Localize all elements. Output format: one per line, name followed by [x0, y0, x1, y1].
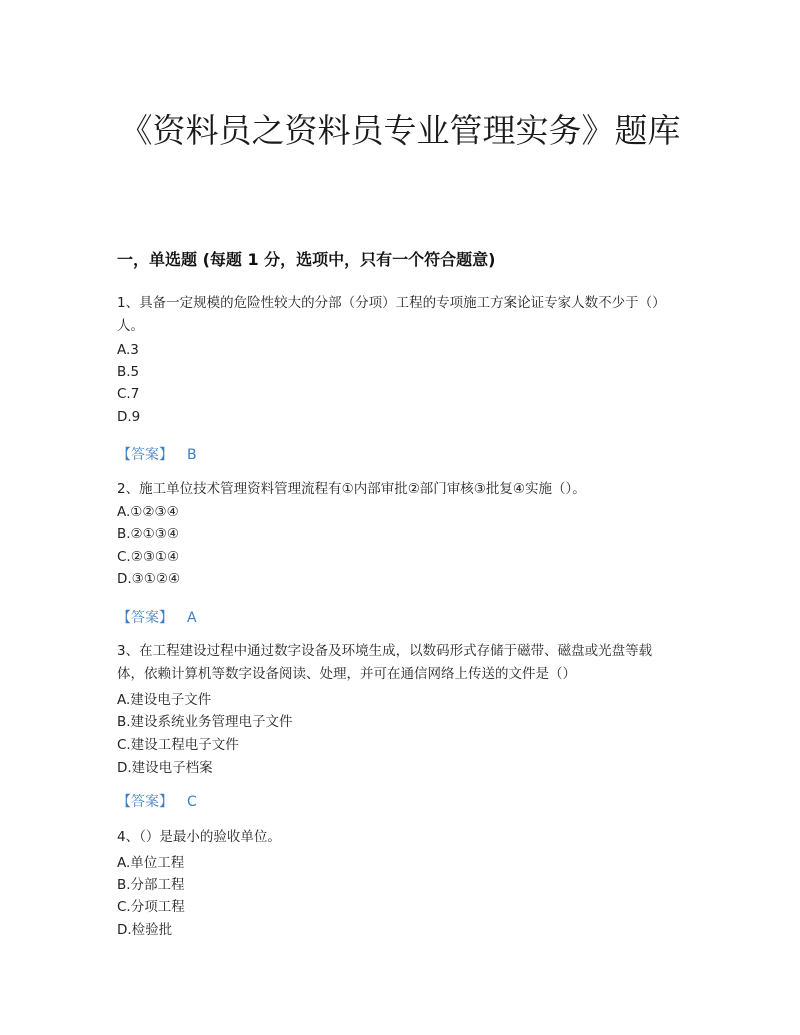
- option-c: C.分项工程: [117, 899, 185, 915]
- option-b: B.建设系统业务管理电子文件: [117, 714, 293, 730]
- answer-label: 【答案】: [117, 794, 173, 810]
- option-c: C.建设工程电子文件: [117, 737, 239, 753]
- option-a: A.①②③④: [117, 504, 179, 520]
- option-a: A.3: [117, 342, 139, 358]
- section-heading: 一，单选题 (每题 1 分，选项中，只有一个符合题意): [117, 250, 496, 269]
- answer-value: C: [187, 794, 197, 810]
- answer-value: B: [187, 447, 197, 463]
- answer-label: 【答案】: [117, 610, 173, 626]
- option-d: D.建设电子档案: [117, 760, 213, 776]
- option-b: B.5: [117, 364, 140, 380]
- document-title: 《资料员之资料员专业管理实务》题库: [119, 111, 681, 150]
- answer-line: [117, 607, 197, 627]
- option-d: D.9: [117, 409, 141, 425]
- option-b: B.分部工程: [117, 877, 185, 893]
- question-stem: 2、施工单位技术管理资料管理流程有①内部审批②部门审核③批复④实施（）。: [117, 481, 586, 497]
- option-d: D.检验批: [117, 922, 173, 938]
- option-c: C.②③①④: [117, 549, 180, 565]
- question-stem: 4、（）是最小的验收单位。: [117, 829, 281, 845]
- option-a: A.单位工程: [117, 855, 185, 871]
- question-stem: 3、在工程建设过程中通过数字设备及环境生成，以数码形式存储于磁带、磁盘或光盘等载体，依赖计算机等数字设备阅读、处理，并可在通信网络上传送的文件是（）: [117, 643, 653, 682]
- answer-line: [117, 791, 197, 811]
- answer-label: 【答案】: [117, 447, 173, 463]
- answer-value: A: [187, 610, 197, 626]
- answer-line: [117, 444, 197, 464]
- option-a: A.建设电子文件: [117, 692, 212, 708]
- option-d: D.③①②④: [117, 571, 181, 587]
- question-stem: 1、具备一定规模的危险性较大的分部（分项）工程的专项施工方案论证专家人数不少于（）人。: [117, 295, 666, 334]
- option-b: B.②①③④: [117, 526, 179, 542]
- option-c: C.7: [117, 386, 140, 402]
